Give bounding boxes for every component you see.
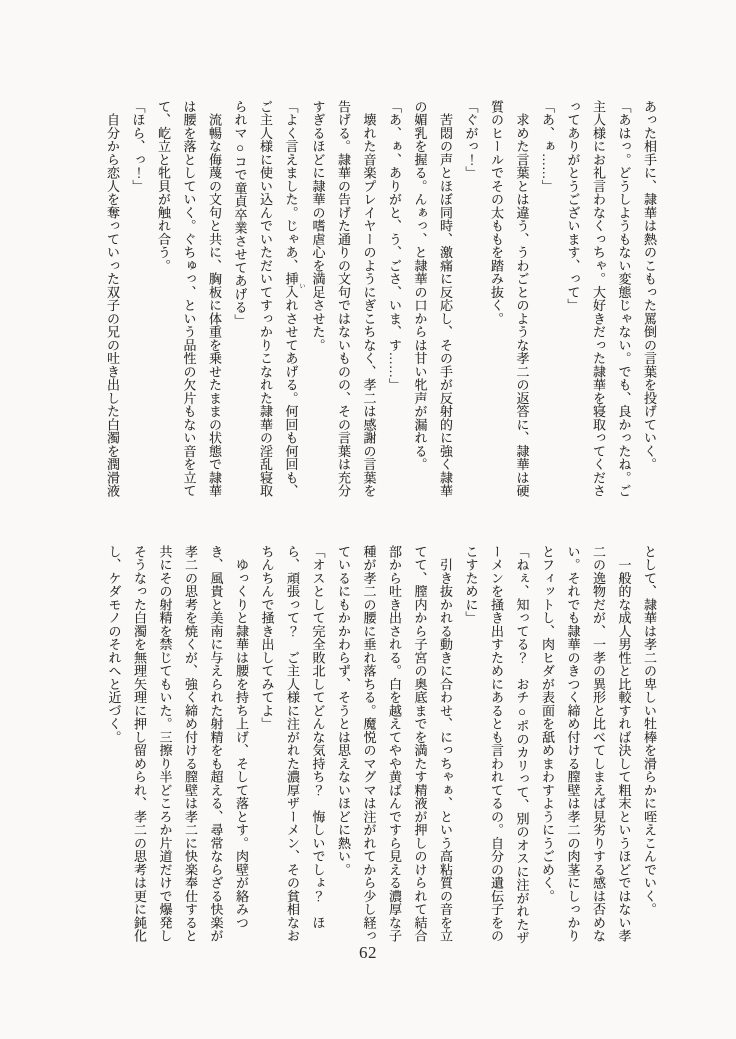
text-line: の媚乳を握る。んぁっ、と隷華の口からは甘い牝声が漏れる。 (412, 100, 428, 471)
text-line: 主人様にお礼言わなくっちゃ。大好きだった隷華を寝取ってくださ (591, 100, 606, 498)
text-line: 「よく言えました。じゃあ、挿入 いれさせてあげる。何回も何回も、 (283, 100, 305, 498)
text-line: 「あ、ぁ……」 (540, 100, 555, 193)
text-line: ているにもかかわらず、そうとは思えないほどに熱い。 (336, 545, 351, 877)
text-line: 壊れた音楽プレイヤーのようにぎこちなく、孝二は感謝の言葉を (361, 100, 377, 498)
text-line: ーメンを掻き出すためにあるとも言われてるの。自分の遺伝子をの (489, 545, 504, 943)
text-line: 告げる。隷華の告げた通りの文句ではないものの、その言葉は充分 (336, 100, 351, 498)
text-line: ってありがとうございます、って」 (565, 100, 581, 312)
text-line: 孝二の思考を焼くが、強く締め付ける膣壁は孝二に快楽奉仕すると (183, 545, 198, 943)
text-line: そうなった白濁を無理矢理に押し留められ、孝二の思考は更に鈍化 (132, 545, 147, 943)
text-line: 自分から恋人を奪っていった双子の兄の吐き出した白濁を潤滑液 (105, 100, 120, 498)
text-line: 共にその射精を禁じてもいた。三擦り半どころか片道だけで爆発し (157, 545, 173, 943)
text-block-top (101, 100, 662, 501)
text-line: ご主人様に使い込んでいただいてすっかりこなれた隷華の淫乱寝取 (258, 100, 273, 498)
text-line: 「オスとして完全敗北してどんな気持ち？ 悔しいでしょ？ ほ (310, 545, 326, 930)
text-line: は腰を落としていく。ぐちゅっ、という品性の欠片もない音を立て (181, 100, 197, 498)
text-line: て、屹立と牝貝が触れ合う。 (156, 100, 171, 273)
text-line: 二の逸物だが、一孝の異形と比べてしまえば見劣りする感は否めな (591, 545, 606, 943)
text-line: 苦悶の声とほぼ同時、激痛に反応し、その手が反射的に強く隷華 (438, 100, 453, 498)
text-line: られマ○コで童貞卒業させてあげる」 (232, 100, 248, 328)
text-line: い。それでも隷華のきつく締め付ける膣壁は孝二の肉茎にしっかり (565, 545, 581, 943)
text-line: 「ほら、っ！」 (130, 100, 146, 193)
page-number: 62 (359, 943, 377, 962)
text-line: ゆっくりと隷華は腰を持ち上げ、そして落とす。肉壁が絡みつ (234, 545, 249, 930)
text-line: し、ケダモノのそれへと近づく。 (106, 545, 122, 744)
text-line: 「ぐがっ！」 (463, 100, 479, 180)
text-line: 「あはっ。どうしようもない変態じゃない。でも、良かったね。ご (616, 100, 632, 498)
text-line: 引き抜かれる動きに合わせ、にっちゃぁ、という高粘質の音を立 (438, 545, 453, 943)
text-line: すぎるほどに隷華の嗜虐心を満足させた。 (310, 100, 326, 352)
furigana-annotation: 挿入 い (283, 272, 305, 299)
text-line: 流暢な侮蔑の文句と共に、胸板に体重を乗せたままの状態で隷華 (207, 100, 222, 498)
text-line: 求めた言葉とは違う、うわごとのような孝二の返答に、隷華は硬 (514, 100, 530, 498)
text-line: 「ねぇ、知ってる？ おチ○ポのカリって、別のオスに注がれたザ (514, 545, 530, 945)
text-line: き、風貴と美南に与えられた射精をも超える、尋常ならざる快楽が (208, 545, 224, 943)
text-line: として、隷華は孝二の卑しい牡棒を滑らかに咥えこんでいく。 (642, 545, 657, 916)
text-line: こすために」 (463, 545, 479, 625)
text-line: 質のヒールでその太ももを踏み抜く。 (489, 100, 504, 326)
text-line: 「あ、ぁ、ありがと、う、ごさ、いま、す……」 (387, 100, 402, 392)
text-line: 種が孝二の腰に垂れ落ちる。魔悦のマグマは注がれてから少し経っ (361, 545, 377, 943)
text-line: ちんちんで掻き出してみてよ」 (259, 545, 275, 731)
text-line: あった相手に、隷華は熱のこもった罵倒の言葉を投げていく。 (642, 100, 657, 471)
text-line: 一般的な成人男性と比較すれば決して粗末というほどではない孝 (616, 545, 632, 943)
text-line: てて、膣内から子宮の奥底までを満たす精液が押しのけられて結合 (412, 545, 428, 943)
text-line: とフィットし、肉ヒダが表面を舐めまわすようにうごめく。 (540, 545, 555, 903)
text-line: ら、頑張って？ ご主人様に注がれた濃厚ザーメン、その貧相なお (285, 545, 300, 943)
text-block-bottom (95, 545, 662, 946)
text-line: 部から吐き出される。白を越えてやや黄ばんですら見える濃厚な子 (387, 545, 402, 943)
